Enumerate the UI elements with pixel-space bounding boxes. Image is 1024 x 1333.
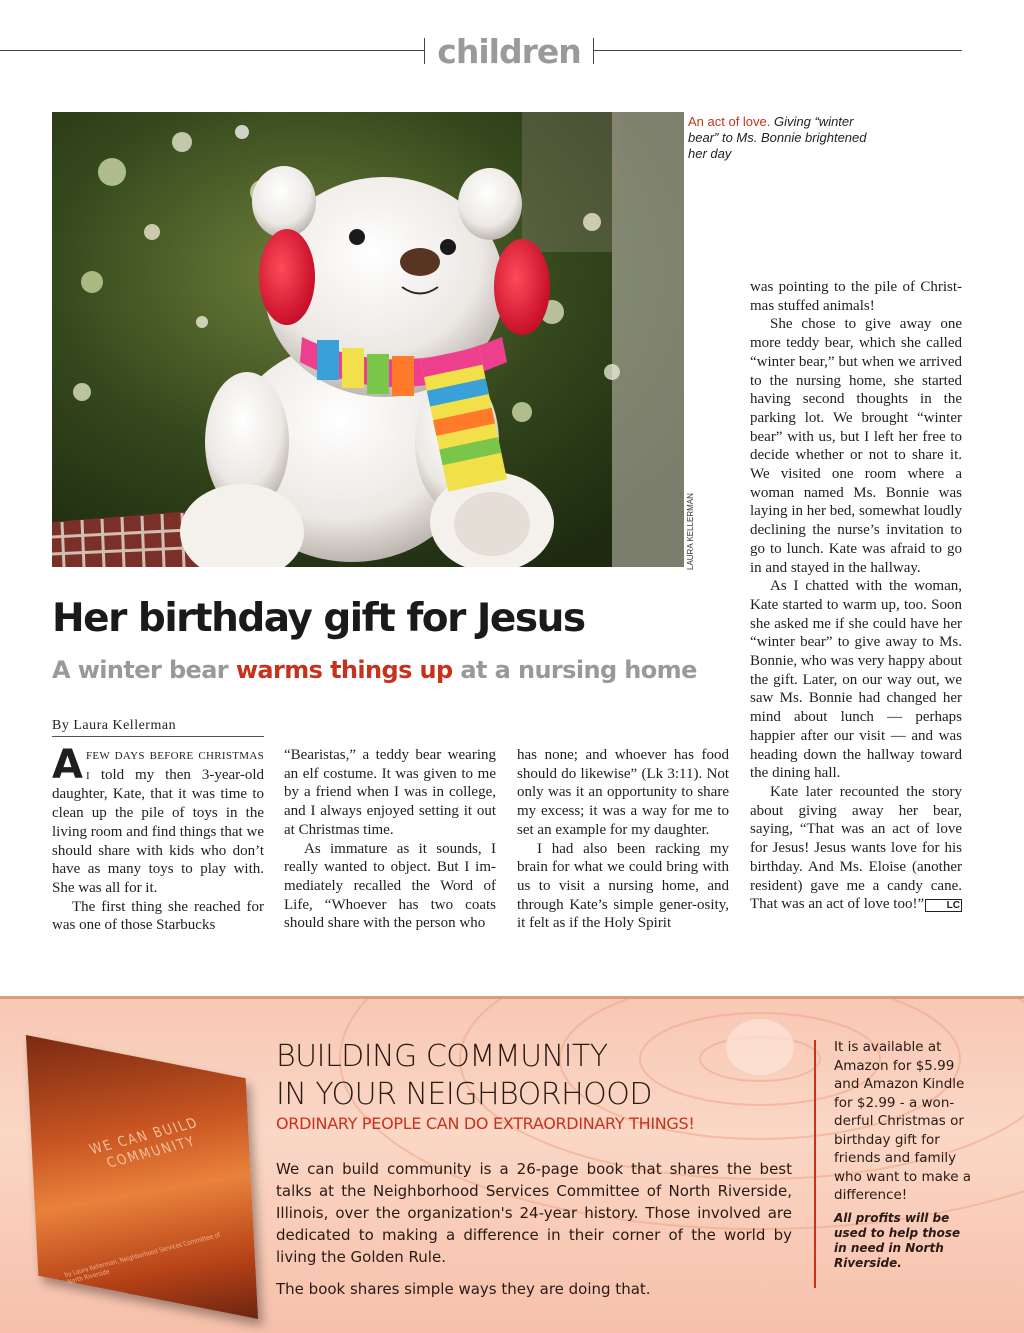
article-headline: Her birthday gift for Jesus [52,596,585,641]
subhead-highlight: warms things up [235,656,453,684]
ad-sidebar [834,1038,974,1271]
ad-title-line-2: IN YOUR NEIGHBORHOOD [276,1077,652,1112]
ad-profits-note: All profits will be used to help those in need in North Riverside. [834,1210,961,1270]
col4-para-2: She chose to give away one more teddy bear, which she called “winter bear,” but when we arrived to the nursing home, she started having second thoughts in the parking lot. We brought “winter bear” with us, but I left her free to decide whether or not to share it. We visited one room where a woman named Ms. Bonnie was laying in her bed, somewhat loudly declining the nurse’s invitation to go to lunch. Kate was afraid to go in and stayed in the hallway. [750,316,962,576]
teddy-bear-illustration [52,112,684,567]
col1-para-1: told my then 3-year-old daughter, Kate, that it was time to clean up the pile of toys in the living room and find things that we should share with kids who don’t have as many toys to play with. She was all for it. [52,766,264,896]
article-column-1 [52,742,264,935]
article-column-4 [750,278,962,914]
article-column-3 [517,746,729,933]
photo-credit: LAURA KELLERMAN [686,493,695,570]
col4-para-1: was pointing to the pile of Christ-mas stuffed animals! [750,279,962,314]
col3-para-2: I had also been racking my brain for what we could bring with us to visit a nursing home, and through Kate’s simple gener-osity, it felt as if the Holy Spirit [517,840,729,932]
col2-para-2: As immature as it sounds, I really wanted to object. But I im-mediately recalled the Word of Life, “Whoever has two coats should share with the person who [284,840,496,932]
col2-para-1: “Bearistas,” a teddy bear wearing an elf costume. It was given to me by a friend when I was in college, and I always enjoyed setting it out at Christmas time. [284,747,496,838]
col4-para-3: As I chatted with the woman, Kate started to warm up, too. Soon she asked me if she could have her “winter bear” to give away to Ms. Bonnie, who was very happy about the gift. Later, on our way out, we saw Ms. Bonnie had changed her mind about lunch — perhaps happier after our visit — and was heading down the hallway toward the dining hall. [750,578,962,782]
col4-para-4: Kate later recounted the story about giving away her bear, saying, “That was an act of love for Jesus! Jesus wants love for his birthday. And Ms. Eloise (another resident) gave me a candy cane. That was an act of love too!” [750,783,962,913]
drop-cap: A [52,742,83,788]
caption-text: Giving “winter bear” to Ms. Bonnie brightened her day [688,114,867,161]
ad-title-line-1: BUILDING COMMUNITY [276,1039,608,1074]
byline [52,718,264,737]
caption-lead: An act of love. [688,114,771,129]
byline-author: Laura Kellerman [73,718,177,733]
header-rule-left [0,50,424,51]
photo-caption [688,114,878,162]
teddy-bear-photo [52,112,684,567]
ad-subtitle: ORDINARY PEOPLE CAN DO EXTRAORDINARY THINGS! [276,1114,695,1133]
ad-body [276,1158,792,1310]
subhead-post: at a nursing home [460,656,697,684]
book-cover [26,1035,258,1319]
section-label: children [428,30,590,74]
end-mark-logo: LC [925,899,962,912]
lead-in-caps: FEW DAYS BEFORE CHRISTMAS I [85,750,264,782]
ad-availability: It is available at Amazon for $5.99 and Amazon Kindle for $2.99 - a won-derful Christmas or birthday gift for friends and family who want to make a difference! [834,1039,972,1203]
book-cover-title: WE CAN BUILD COMMUNITY [87,1115,202,1172]
article-column-2 [284,746,496,933]
book-cover-footer: by Laura Kellerman, Neighborhood Services Committee of North Riverside [63,1231,222,1286]
col3-para-1: has none; and whoever has food should do likewise” (Lk 3:11). Not only was it an opportunity to share my excess; it was a way for me to set an example for my daughter. [517,747,729,838]
article-subhead [52,656,697,684]
ad-body-para-1: We can build community is a 26-page book that shares the best talks at the Neighborhood Services Committee of North Riverside, Illinois, over the organization's 24-year history. Those involved are dedicated to making a difference in their corner of the world by living the Golden Rule. [276,1160,792,1266]
subhead-pre: A winter bear [52,656,229,684]
ad-divider [814,1040,816,1288]
col1-para-2: The first thing she reached for was one of those Starbucks [52,898,264,934]
ad-body-para-2: The book shares simple ways they are doing that. [276,1280,651,1298]
ad-title [276,1038,652,1114]
byline-by: By [52,718,70,733]
header-rule-right [594,50,962,51]
